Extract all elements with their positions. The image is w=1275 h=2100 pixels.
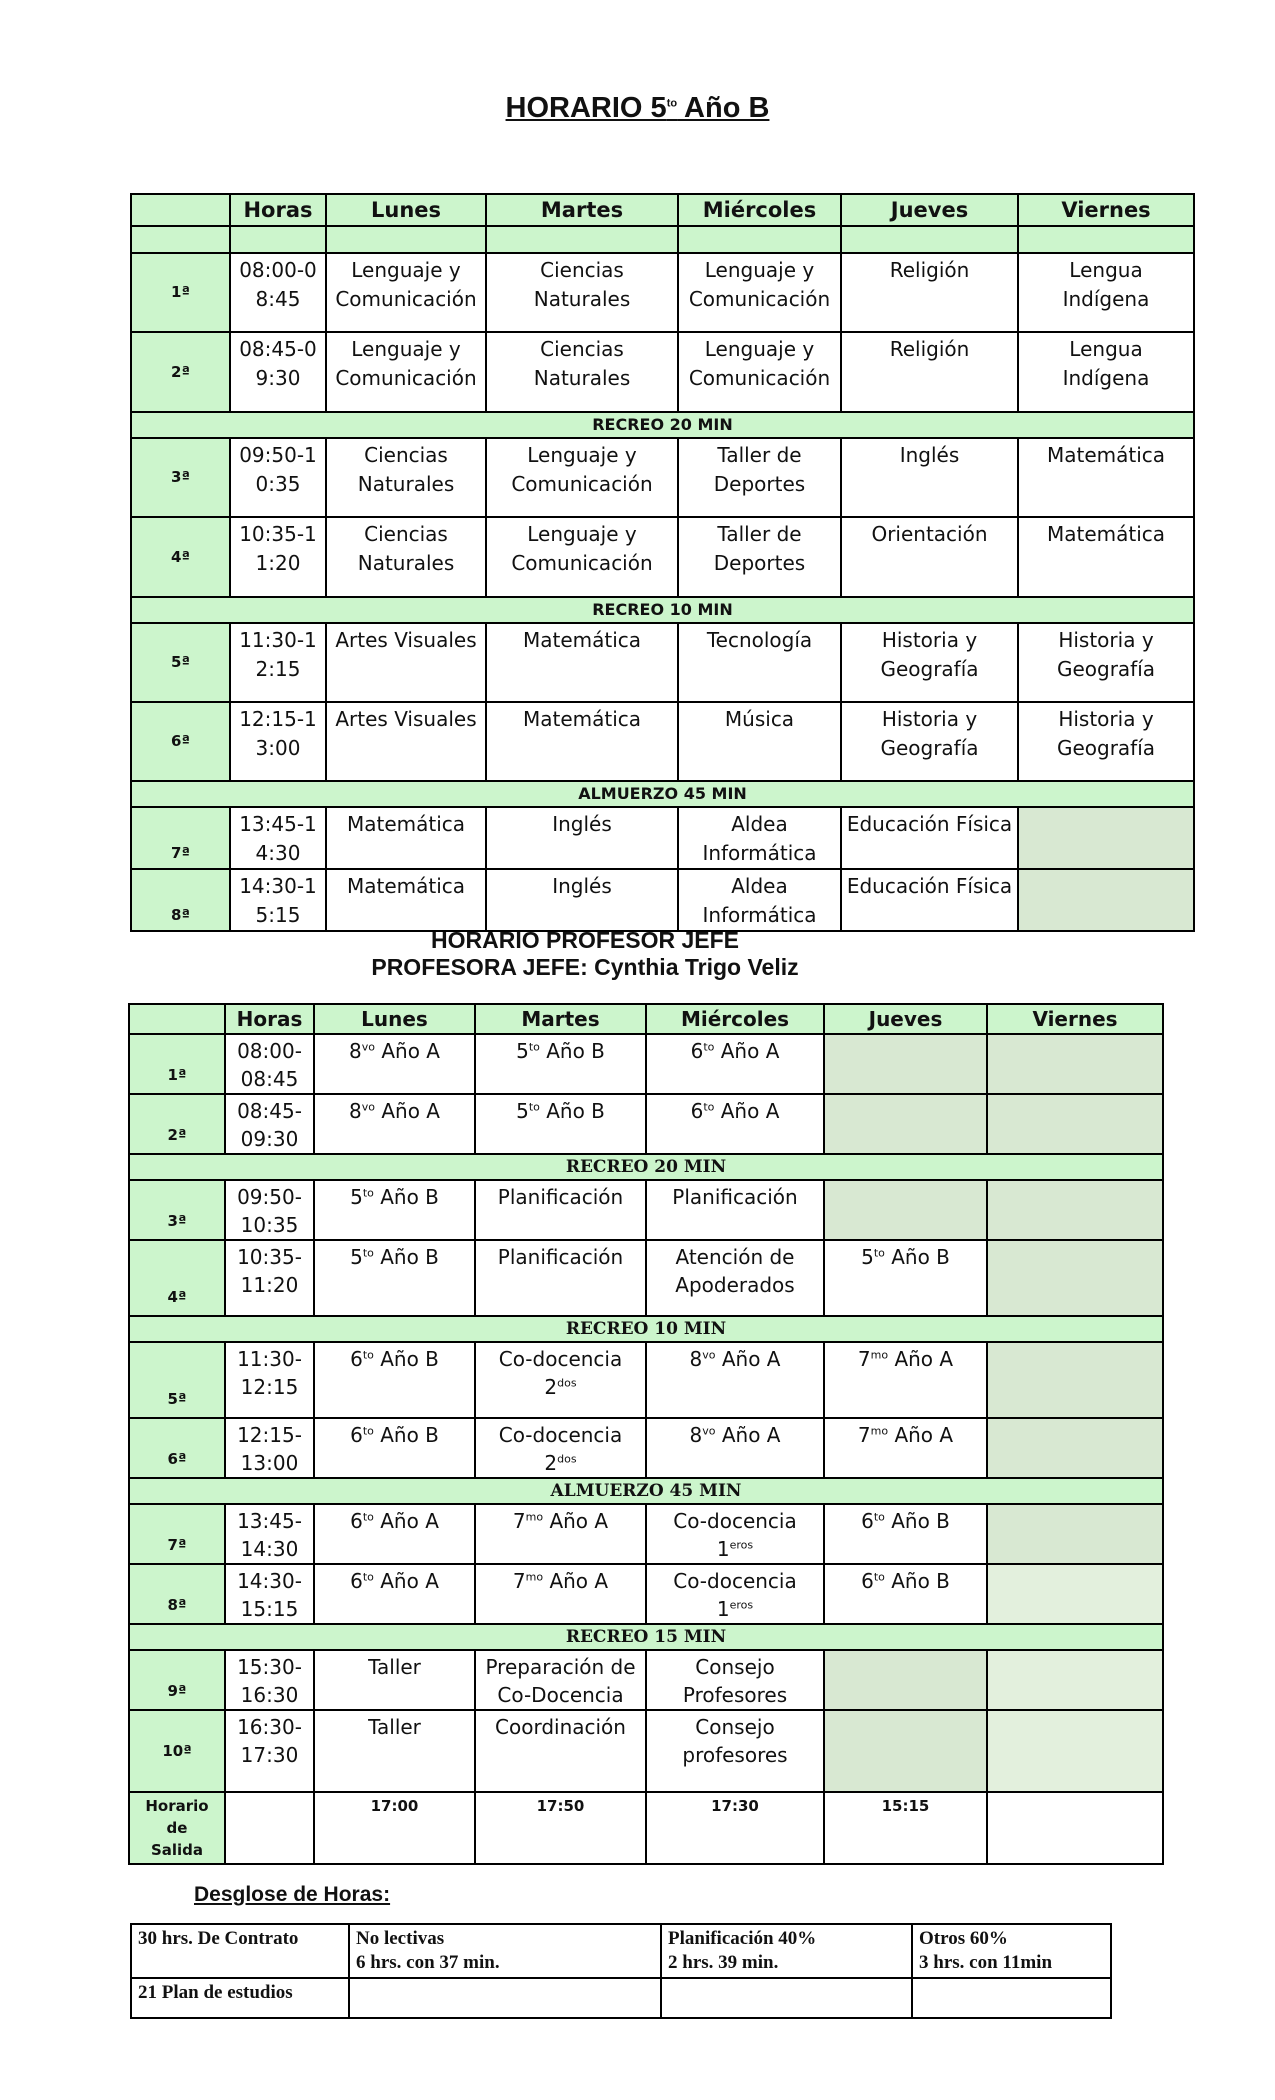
cell-miercoles: Co-docencia $1^{eros}$ — [646, 1504, 824, 1564]
subject-martes: Matemática — [486, 623, 678, 702]
period-cell: 8ª — [129, 1564, 225, 1624]
exit-lunes: 17:00 — [314, 1792, 475, 1864]
empty-cell — [131, 226, 230, 253]
header-empty — [129, 1004, 225, 1034]
break-row — [129, 1154, 1163, 1180]
cell-miercoles: $8^{vo}$ Año A — [646, 1342, 824, 1418]
period-cell: 4ª — [129, 1240, 225, 1316]
cell-viernes — [987, 1650, 1163, 1710]
cell-jueves: $6^{to}$ Año B — [824, 1504, 987, 1564]
header-miercoles: Miércoles — [646, 1004, 824, 1034]
class-schedule-table — [130, 193, 1195, 932]
exit-row — [129, 1792, 1163, 1864]
cell-viernes — [987, 1504, 1163, 1564]
page-title: HORARIO $5^{to}$ Año B — [505, 92, 770, 124]
schedule-row — [129, 1240, 1163, 1316]
cell-jueves — [824, 1650, 987, 1710]
period-cell: 8ª — [131, 869, 230, 931]
cell-miercoles: Co-docencia $1^{eros}$ — [646, 1564, 824, 1624]
cell-jueves: $5^{to}$ Año B — [824, 1240, 987, 1316]
schedule-row — [131, 807, 1194, 869]
schedule-row — [131, 517, 1194, 597]
schedule-row — [129, 1418, 1163, 1478]
schedule-row — [129, 1094, 1163, 1154]
superscript: to — [703, 1100, 715, 1114]
cell-miercoles: $8^{vo}$ Año A — [646, 1418, 824, 1478]
period-cell: 9ª — [129, 1650, 225, 1710]
subject-jueves: Historia y Geografía — [841, 702, 1018, 781]
cell-viernes — [987, 1034, 1163, 1094]
header-lunes: Lunes — [314, 1004, 475, 1034]
cell-jueves — [824, 1034, 987, 1094]
time-cell: 13:45-1 4:30 — [230, 807, 326, 869]
superscript: dos — [557, 1452, 577, 1466]
exit-horas — [225, 1792, 314, 1864]
superscript: to — [362, 1246, 374, 1260]
subject-martes: Ciencias Naturales — [486, 332, 678, 412]
cell-viernes — [987, 1180, 1163, 1240]
subject-lunes: Artes Visuales — [326, 623, 486, 702]
cell-martes: $7^{mo}$ Año A — [475, 1564, 646, 1624]
superscript: to — [873, 1570, 885, 1584]
superscript: mo — [525, 1510, 544, 1524]
schedule-row — [129, 1650, 1163, 1710]
schedule-row — [131, 623, 1194, 702]
time-cell: 08:00-0 8:45 — [230, 253, 326, 332]
subject-miercoles: Lenguaje y Comunicación — [678, 253, 841, 332]
subject-jueves: Inglés — [841, 438, 1018, 517]
subject-miercoles: Aldea Informática — [678, 807, 841, 869]
break-label: RECREO 20 MIN — [131, 412, 1194, 438]
cell-lunes: $6^{to}$ Año B — [314, 1342, 475, 1418]
cell-jueves — [824, 1180, 987, 1240]
cell-viernes — [987, 1564, 1163, 1624]
subject-martes: Lenguaje y Comunicación — [486, 438, 678, 517]
period-cell: 5ª — [131, 623, 230, 702]
superscript: mo — [525, 1570, 544, 1584]
superscript: to — [528, 1040, 540, 1054]
schedule-row — [131, 253, 1194, 332]
period-cell: 4ª — [131, 517, 230, 597]
break-row — [129, 1624, 1163, 1650]
empty-row — [131, 226, 1194, 253]
superscript: eros — [729, 1598, 754, 1612]
cell-viernes — [987, 1094, 1163, 1154]
break-label: ALMUERZO 45 MIN — [129, 1478, 1163, 1504]
cell-viernes — [987, 1342, 1163, 1418]
cell-martes: Co-docencia $2^{dos}$ — [475, 1342, 646, 1418]
breakdown-cell: Otros 60% 3 hrs. con 11min — [912, 1924, 1111, 1978]
superscript: to — [362, 1348, 374, 1362]
breakdown-cell — [349, 1978, 661, 2018]
subject-viernes: Lengua Indígena — [1018, 332, 1194, 412]
header-row — [129, 1004, 1163, 1034]
breakdown-row — [131, 1978, 1111, 2018]
break-label: RECREO 10 MIN — [129, 1316, 1163, 1342]
superscript: dos — [557, 1376, 577, 1390]
break-row — [131, 412, 1194, 438]
breakdown-cell: No lectivas 6 hrs. con 37 min. — [349, 1924, 661, 1978]
subject-jueves: Religión — [841, 332, 1018, 412]
empty-cell — [678, 226, 841, 253]
cell-miercoles: $6^{to}$ Año A — [646, 1034, 824, 1094]
time-cell: 09:50-1 0:35 — [230, 438, 326, 517]
breakdown-cell — [912, 1978, 1111, 2018]
header-row — [131, 194, 1194, 226]
cell-jueves: $7^{mo}$ Año A — [824, 1342, 987, 1418]
cell-lunes: $5^{to}$ Año B — [314, 1240, 475, 1316]
break-label: RECREO 15 MIN — [129, 1624, 1163, 1650]
header-jueves: Jueves — [824, 1004, 987, 1034]
schedule-row — [131, 332, 1194, 412]
exit-jueves: 15:15 — [824, 1792, 987, 1864]
subject-jueves: Educación Física — [841, 807, 1018, 869]
cell-miercoles: Planificación — [646, 1180, 824, 1240]
time-cell: 12:15- 13:00 — [225, 1418, 314, 1478]
teacher-schedule-title: HORARIO PROFESOR JEFE PROFESORA JEFE: Cynthia Trigo Veliz — [371, 927, 799, 980]
subject-miercoles: Música — [678, 702, 841, 781]
break-row — [131, 781, 1194, 807]
period-cell: 7ª — [131, 807, 230, 869]
time-cell: 11:30-1 2:15 — [230, 623, 326, 702]
exit-martes: 17:50 — [475, 1792, 646, 1864]
time-cell: 15:30- 16:30 — [225, 1650, 314, 1710]
empty-cell — [326, 226, 486, 253]
subject-martes: Inglés — [486, 869, 678, 931]
subject-miercoles: Tecnología — [678, 623, 841, 702]
time-cell: 10:35-1 1:20 — [230, 517, 326, 597]
subject-miercoles: Taller de Deportes — [678, 438, 841, 517]
period-cell: 7ª — [129, 1504, 225, 1564]
header-miercoles: Miércoles — [678, 194, 841, 226]
schedule-row — [129, 1180, 1163, 1240]
subject-viernes: Matemática — [1018, 438, 1194, 517]
exit-miercoles: 17:30 — [646, 1792, 824, 1864]
cell-lunes: $6^{to}$ Año A — [314, 1564, 475, 1624]
breakdown-row — [131, 1924, 1111, 1978]
cell-martes: Coordinación — [475, 1710, 646, 1792]
time-cell: 09:50- 10:35 — [225, 1180, 314, 1240]
subject-viernes: Historia y Geografía — [1018, 702, 1194, 781]
time-cell: 14:30-1 5:15 — [230, 869, 326, 931]
header-horas: Horas — [225, 1004, 314, 1034]
period-cell: 3ª — [131, 438, 230, 517]
subject-lunes: Matemática — [326, 869, 486, 931]
cell-viernes — [987, 1240, 1163, 1316]
breakdown-cell: Planificación 40% 2 hrs. 39 min. — [661, 1924, 912, 1978]
cell-miercoles: Atención de Apoderados — [646, 1240, 824, 1316]
cell-martes: $7^{mo}$ Año A — [475, 1504, 646, 1564]
subject-lunes: Ciencias Naturales — [326, 517, 486, 597]
subject-miercoles: Aldea Informática — [678, 869, 841, 931]
schedule-row — [131, 438, 1194, 517]
superscript: vo — [702, 1348, 716, 1362]
schedule-row — [131, 869, 1194, 931]
subject-miercoles: Taller de Deportes — [678, 517, 841, 597]
breakdown-cell: 21 Plan de estudios — [131, 1978, 349, 2018]
cell-lunes: $6^{to}$ Año A — [314, 1504, 475, 1564]
breakdown-cell: 30 hrs. De Contrato — [131, 1924, 349, 1978]
header-horas: Horas — [230, 194, 326, 226]
break-row — [131, 597, 1194, 623]
time-cell: 10:35- 11:20 — [225, 1240, 314, 1316]
break-row — [129, 1478, 1163, 1504]
cell-lunes: $5^{to}$ Año B — [314, 1180, 475, 1240]
break-label: ALMUERZO 45 MIN — [131, 781, 1194, 807]
subject-lunes: Lenguaje y Comunicación — [326, 253, 486, 332]
superscript: to — [362, 1186, 374, 1200]
header-jueves: Jueves — [841, 194, 1018, 226]
subject-jueves: Historia y Geografía — [841, 623, 1018, 702]
schedule-row — [129, 1710, 1163, 1792]
cell-martes: $5^{to}$ Año B — [475, 1034, 646, 1094]
time-cell: 08:00- 08:45 — [225, 1034, 314, 1094]
superscript: to — [873, 1246, 885, 1260]
subject-viernes — [1018, 807, 1194, 869]
time-cell: 12:15-1 3:00 — [230, 702, 326, 781]
superscript: vo — [361, 1100, 375, 1114]
time-cell: 14:30- 15:15 — [225, 1564, 314, 1624]
period-cell: 6ª — [129, 1418, 225, 1478]
schedule-row — [129, 1342, 1163, 1418]
subject-martes: Inglés — [486, 807, 678, 869]
cell-lunes: $8^{vo}$ Año A — [314, 1094, 475, 1154]
cell-lunes: $6^{to}$ Año B — [314, 1418, 475, 1478]
time-cell: 11:30- 12:15 — [225, 1342, 314, 1418]
header-viernes: Viernes — [987, 1004, 1163, 1034]
subject-lunes: Matemática — [326, 807, 486, 869]
superscript: to — [362, 1424, 374, 1438]
cell-jueves — [824, 1710, 987, 1792]
subject-martes: Lenguaje y Comunicación — [486, 517, 678, 597]
cell-lunes: $8^{vo}$ Año A — [314, 1034, 475, 1094]
cell-viernes — [987, 1418, 1163, 1478]
superscript: mo — [870, 1424, 889, 1438]
subject-jueves: Orientación — [841, 517, 1018, 597]
period-cell: 10ª — [129, 1710, 225, 1792]
schedule-row — [129, 1034, 1163, 1094]
cell-miercoles: Consejo profesores — [646, 1710, 824, 1792]
break-row — [129, 1316, 1163, 1342]
teacher-schedule-table — [128, 1003, 1164, 1865]
subject-jueves: Religión — [841, 253, 1018, 332]
exit-label: Horario de Salida — [129, 1792, 225, 1864]
cell-lunes: Taller — [314, 1710, 475, 1792]
empty-cell — [1018, 226, 1194, 253]
superscript: to — [703, 1040, 715, 1054]
time-cell: 13:45- 14:30 — [225, 1504, 314, 1564]
period-cell: 1ª — [131, 253, 230, 332]
cell-lunes: Taller — [314, 1650, 475, 1710]
cell-martes: Planificación — [475, 1180, 646, 1240]
cell-martes: $5^{to}$ Año B — [475, 1094, 646, 1154]
cell-jueves: $7^{mo}$ Año A — [824, 1418, 987, 1478]
superscript: to — [528, 1100, 540, 1114]
schedule-row — [129, 1504, 1163, 1564]
subject-viernes: Lengua Indígena — [1018, 253, 1194, 332]
empty-cell — [841, 226, 1018, 253]
hours-breakdown-table — [130, 1923, 1112, 2019]
schedule-row — [129, 1564, 1163, 1624]
superscript: vo — [702, 1424, 716, 1438]
breakdown-cell — [661, 1978, 912, 2018]
subject-martes: Ciencias Naturales — [486, 253, 678, 332]
subject-miercoles: Lenguaje y Comunicación — [678, 332, 841, 412]
superscript: eros — [729, 1538, 754, 1552]
subject-lunes: Artes Visuales — [326, 702, 486, 781]
subject-viernes: Historia y Geografía — [1018, 623, 1194, 702]
subject-lunes: Ciencias Naturales — [326, 438, 486, 517]
time-cell: 16:30- 17:30 — [225, 1710, 314, 1792]
cell-martes: Planificación — [475, 1240, 646, 1316]
cell-miercoles: $6^{to}$ Año A — [646, 1094, 824, 1154]
cell-jueves: $6^{to}$ Año B — [824, 1564, 987, 1624]
header-viernes: Viernes — [1018, 194, 1194, 226]
cell-jueves — [824, 1094, 987, 1154]
cell-martes: Co-docencia $2^{dos}$ — [475, 1418, 646, 1478]
header-martes: Martes — [486, 194, 678, 226]
period-cell: 2ª — [131, 332, 230, 412]
time-cell: 08:45-0 9:30 — [230, 332, 326, 412]
superscript: vo — [361, 1040, 375, 1054]
empty-cell — [486, 226, 678, 253]
period-cell: 1ª — [129, 1034, 225, 1094]
subject-viernes: Matemática — [1018, 517, 1194, 597]
cell-martes: Preparación de Co-Docencia — [475, 1650, 646, 1710]
period-cell: 3ª — [129, 1180, 225, 1240]
header-empty — [131, 194, 230, 226]
break-label: RECREO 20 MIN — [129, 1154, 1163, 1180]
superscript: to — [873, 1510, 885, 1524]
superscript: to — [362, 1570, 374, 1584]
subject-martes: Matemática — [486, 702, 678, 781]
exit-viernes — [987, 1792, 1163, 1864]
period-cell: 2ª — [129, 1094, 225, 1154]
schedule-row — [131, 702, 1194, 781]
cell-viernes — [987, 1710, 1163, 1792]
header-lunes: Lunes — [326, 194, 486, 226]
breakdown-heading: Desglose de Horas: — [194, 1883, 391, 1906]
subject-viernes — [1018, 869, 1194, 931]
subject-lunes: Lenguaje y Comunicación — [326, 332, 486, 412]
period-cell: 6ª — [131, 702, 230, 781]
break-label: RECREO 10 MIN — [131, 597, 1194, 623]
superscript: mo — [870, 1348, 889, 1362]
header-martes: Martes — [475, 1004, 646, 1034]
period-cell: 5ª — [129, 1342, 225, 1418]
superscript: to — [362, 1510, 374, 1524]
time-cell: 08:45- 09:30 — [225, 1094, 314, 1154]
cell-miercoles: Consejo Profesores — [646, 1650, 824, 1710]
subject-jueves: Educación Física — [841, 869, 1018, 931]
empty-cell — [230, 226, 326, 253]
